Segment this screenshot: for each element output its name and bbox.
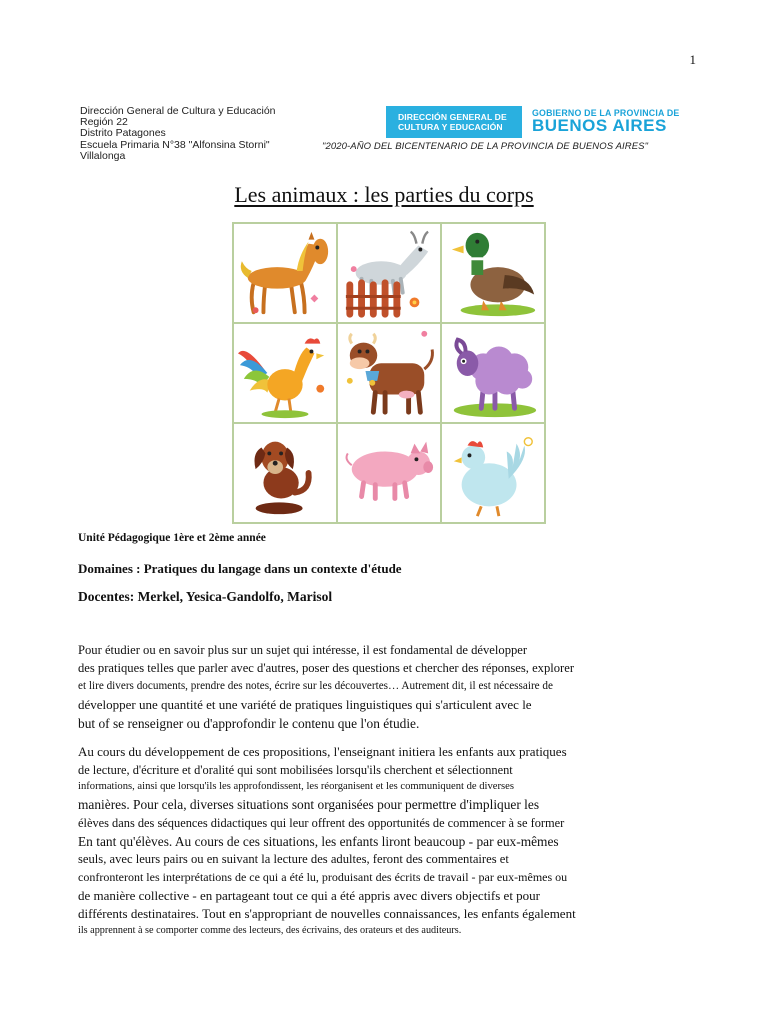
paragraph-line: Au cours du développement de ces propositions, l'enseignant initiera les enfants aux pratiques (78, 744, 567, 759)
paragraph-line: développer une quantité et une variété de pratiques linguistiques qui s'articulent avec le (78, 697, 532, 712)
dgce-logo (386, 106, 522, 138)
paragraph-line: confronteront les interprétations de ce qui a été lu, produisant des écrits de travail - par eux-mêmes ou (78, 870, 568, 884)
domain-label: Domaines : Pratiques du langage dans un contexte d'étude (78, 561, 402, 576)
bicentenario-motto: "2020-AÑO DEL BICENTENARIO DE LA PROVINCIA DE BUENOS AIRES" (322, 141, 649, 152)
pig-illustration (337, 423, 441, 523)
province-name: BUENOS AIRES (532, 116, 667, 135)
gobierno-label: GOBIERNO DE LA PROVINCIA DE (532, 108, 680, 118)
cow-illustration (337, 323, 441, 423)
paragraph-line: Pour étudier ou en savoir plus sur un sujet qui intéresse, il est fondamental de développer (78, 643, 528, 657)
paragraph-line: de manière collective - en partageant tout ce qui a été appris avec divers objectifs et pour (78, 888, 541, 903)
header-line-distrito: Distrito Patagones (80, 127, 166, 140)
paragraph-line: seuls, avec leurs pairs ou en suivant la lecture des adultes, feront des commentaires et (78, 852, 509, 866)
paragraph-line: but of se renseigner ou d'approfondir le contenu que l'on étudie. (78, 716, 420, 731)
rooster-illustration (233, 323, 337, 423)
paragraph-line: de lecture, d'écriture et d'oralité qui sont mobilisées lorsqu'ils cherchent et sélectionnent (78, 763, 513, 777)
dog-illustration (233, 423, 337, 523)
paragraph-line: manières. Pour cela, diverses situations sont organisées pour permettre d'impliquer les (78, 797, 540, 812)
header-line-region: Región 22 (80, 116, 128, 129)
paragraph-line: ils apprennent à se comporter comme des lecteurs, des écrivains, des orateurs et des auditeurs. (78, 925, 462, 936)
paragraph-line: des pratiques telles que parler avec d'autres, poser des questions et chercher des réponses, explorer (78, 661, 575, 675)
dgce-logo-line-1: DIRECCIÓN GENERAL DE (398, 112, 507, 122)
sheep-illustration (441, 323, 545, 423)
header-line-localidad: Villalonga (80, 149, 126, 162)
dgce-logo-line-2: CULTURA Y EDUCACIÓN (398, 122, 503, 132)
buenos-aires-government-logo (532, 108, 702, 134)
paragraph-line: informations, ainsi que lorsqu'ils les approfondissent, les réorganisent et les communiquent de diverses (78, 781, 514, 792)
horse-illustration (233, 223, 337, 323)
page-title: Les animaux : les parties du corps (234, 182, 534, 207)
institution-header (80, 106, 276, 162)
teachers-label: Docentes: Merkel, Yesica-Gandolfo, Marisol (78, 589, 333, 604)
paragraph-line: élèves dans des séquences didactiques qui leur offrent des opportunités de commencer à se former (78, 816, 565, 830)
header-line-escuela: Escuela Primaria N°38 "Alfonsina Storni" (80, 138, 270, 151)
goat-illustration (337, 223, 441, 323)
page-number: 1 (689, 52, 696, 67)
paragraph-line: En tant qu'élèves. Au cours de ces situations, les enfants liront beaucoup - par eux-mêmes (78, 834, 559, 849)
animal-image-grid (232, 222, 546, 524)
hen-illustration (441, 423, 545, 523)
unit-label: Unité Pédagogique 1ère et 2ème année (78, 532, 266, 544)
paragraph-line: et lire divers documents, prendre des notes, écrire sur les découvertes… Autrement dit, il est nécessaire de (78, 680, 553, 692)
duck-illustration (441, 223, 545, 323)
paragraph-line: différents destinataires. Tout en s'appropriant de nouvelles connaissances, les enfants également (78, 906, 576, 921)
header-line-direccion: Dirección General de Cultura y Educación (80, 105, 276, 117)
